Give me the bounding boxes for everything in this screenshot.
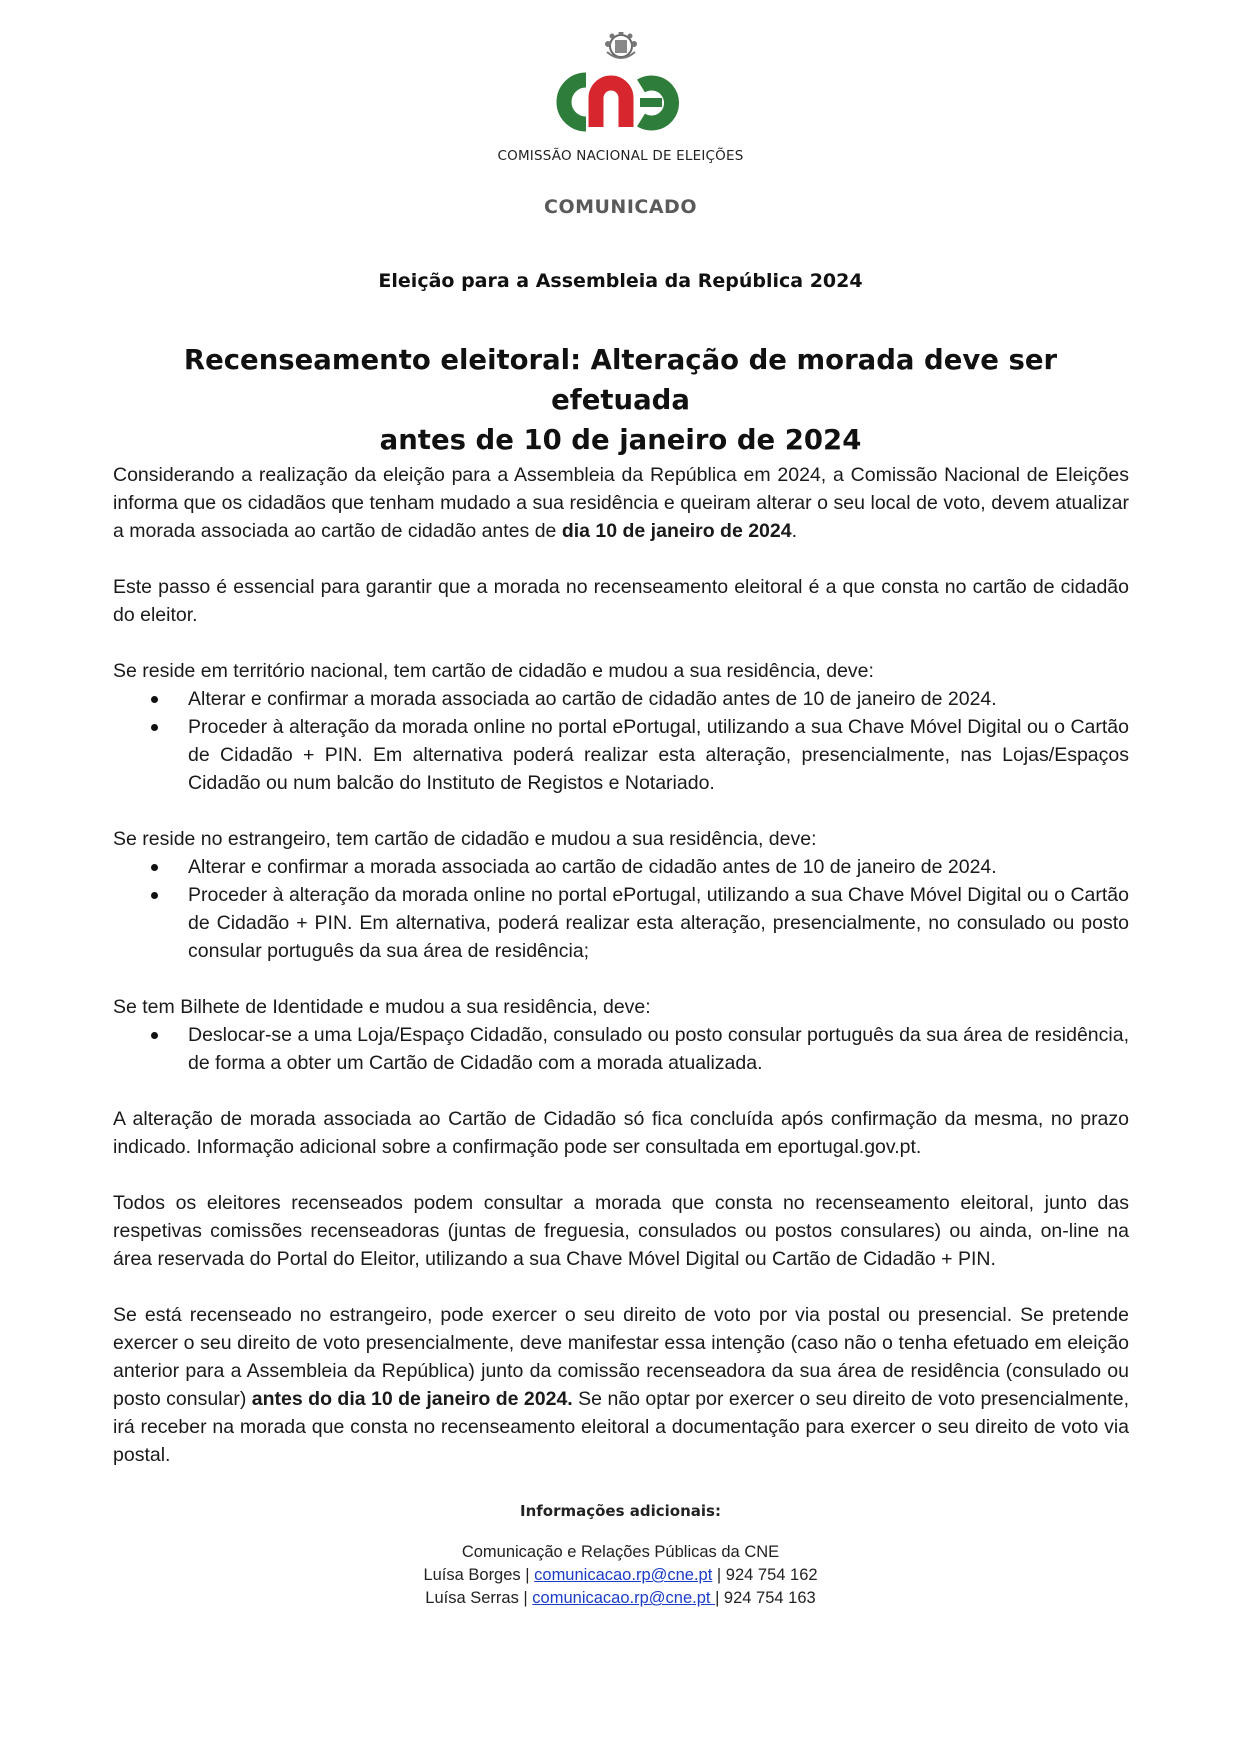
body-text: [113, 461, 1129, 1469]
deadline-bold: antes do dia 10 de janeiro de 2024.: [251, 1388, 573, 1410]
headline-line-1: Recenseamento eleitoral: Alteração de morada deve ser efetuada: [183, 344, 1058, 416]
cne-emblem-icon: [536, 32, 706, 148]
contact-email-link[interactable]: comunicacao.rp@cne.pt: [534, 1566, 713, 1584]
cne-logo: [0, 32, 1241, 164]
list-item: Proceder à alteração da morada online no portal ePortugal, utilizando a sua Chave Móvel Digital ou o Cartão de Cidadão + PIN. Em alternativa poderá realizar esta alteração, presencialmente, nas Lojas/Espaços Cidadão ou num balcão do Instituto de Registos e Notariado.: [113, 713, 1129, 797]
list-item: Deslocar-se a uma Loja/Espaço Cidadão, consulado ou posto consular português da sua área de residência, de forma a obter um Cartão de Cidadão com a morada atualizada.: [113, 1021, 1129, 1077]
document-type: COMUNICADO: [544, 196, 697, 218]
paragraph-1: Considerando a realização da eleição para a Assembleia da República em 2024, a Comissão Nacional de Eleições informa que os cidadãos que tenham mudado a sua residência e queiram alterar o seu local de voto, devem atualizar a morada associada ao cartão de cidadão antes de dia 10 de janeiro de 2024.: [113, 464, 1129, 542]
paragraph-2: Este passo é essencial para garantir que a morada no recenseamento eleitoral é a que consta no cartão de cidadão do eleitor.: [113, 576, 1129, 626]
footer-title: Informações adicionais:: [520, 1502, 721, 1520]
bullet-icon: [151, 696, 158, 703]
deadline-bold: dia 10 de janeiro de 2024: [561, 520, 792, 542]
bullet-icon: [151, 724, 158, 731]
list-item: Alterar e confirmar a morada associada ao cartão de cidadão antes de 10 de janeiro de 2024.: [113, 685, 1129, 713]
paragraph-3: A alteração de morada associada ao Cartão de Cidadão só fica concluída após confirmação da mesma, no prazo indicado. Informação adicional sobre a confirmação pode ser consultada em eportugal.gov.pt.: [113, 1108, 1129, 1158]
contact-row: [0, 1587, 1241, 1610]
list-item: Proceder à alteração da morada online no portal ePortugal, utilizando a sua Chave Móvel Digital ou o Cartão de Cidadão + PIN. Em alternativa, poderá realizar esta alteração, presencialmente, no consulado ou posto consular português da sua área de residência;: [113, 881, 1129, 965]
footer-department: Comunicação e Relações Públicas da CNE: [461, 1543, 780, 1561]
section-national-list: [113, 685, 1129, 797]
org-name: COMISSÃO NACIONAL DE ELEIÇÕES: [497, 148, 744, 164]
headline: [120, 340, 1121, 460]
section-abroad-list: [113, 853, 1129, 965]
footer-contacts: [0, 1500, 1241, 1610]
contact-row: [0, 1564, 1241, 1587]
section-bi-list: [113, 1021, 1129, 1077]
list-item: Alterar e confirmar a morada associada ao cartão de cidadão antes de 10 de janeiro de 2024.: [113, 853, 1129, 881]
section-national-intro: Se reside em território nacional, tem cartão de cidadão e mudou a sua residência, deve:: [113, 660, 874, 682]
headline-line-2: antes de 10 de janeiro de 2024: [379, 424, 862, 456]
section-bi-intro: Se tem Bilhete de Identidade e mudou a sua residência, deve:: [113, 996, 651, 1018]
bullet-icon: [151, 892, 158, 899]
paragraph-5: Se está recenseado no estrangeiro, pode exercer o seu direito de voto por via postal ou presencial. Se pretende exercer o seu direito de voto presencialmente, deve manifestar essa intenção (caso não o tenha efetuado em eleição anterior para a Assembleia da República) junto da comissão recenseadora da sua área de residência (consulado ou posto consular) antes do dia 10 de janeiro de 2024. Se não optar por exercer o seu direito de voto presencialmente, irá receber na morada que consta no recenseamento eleitoral a documentação para exercer o seu direito de voto via postal.: [113, 1304, 1129, 1466]
section-abroad-intro: Se reside no estrangeiro, tem cartão de cidadão e mudou a sua residência, deve:: [113, 828, 817, 850]
contact-phone: | 924 754 163: [715, 1589, 816, 1607]
paragraph-4: Todos os eleitores recenseados podem consultar a morada que consta no recenseamento eleitoral, junto das respetivas comissões recenseadoras (juntas de freguesia, consulados ou postos consulares) ou ainda, on-line na área reservada do Portal do Eleitor, utilizando a sua Chave Móvel Digital ou Cartão de Cidadão + PIN.: [113, 1192, 1129, 1270]
contact-phone: | 924 754 162: [716, 1566, 818, 1584]
bullet-icon: [151, 864, 158, 871]
bullet-icon: [151, 1032, 158, 1039]
contact-name: Luísa Borges |: [423, 1566, 530, 1584]
contact-name: Luísa Serras |: [425, 1589, 528, 1607]
contact-email-link[interactable]: comunicacao.rp@cne.pt: [532, 1589, 716, 1607]
election-title: Eleição para a Assembleia da República 2024: [378, 270, 863, 292]
